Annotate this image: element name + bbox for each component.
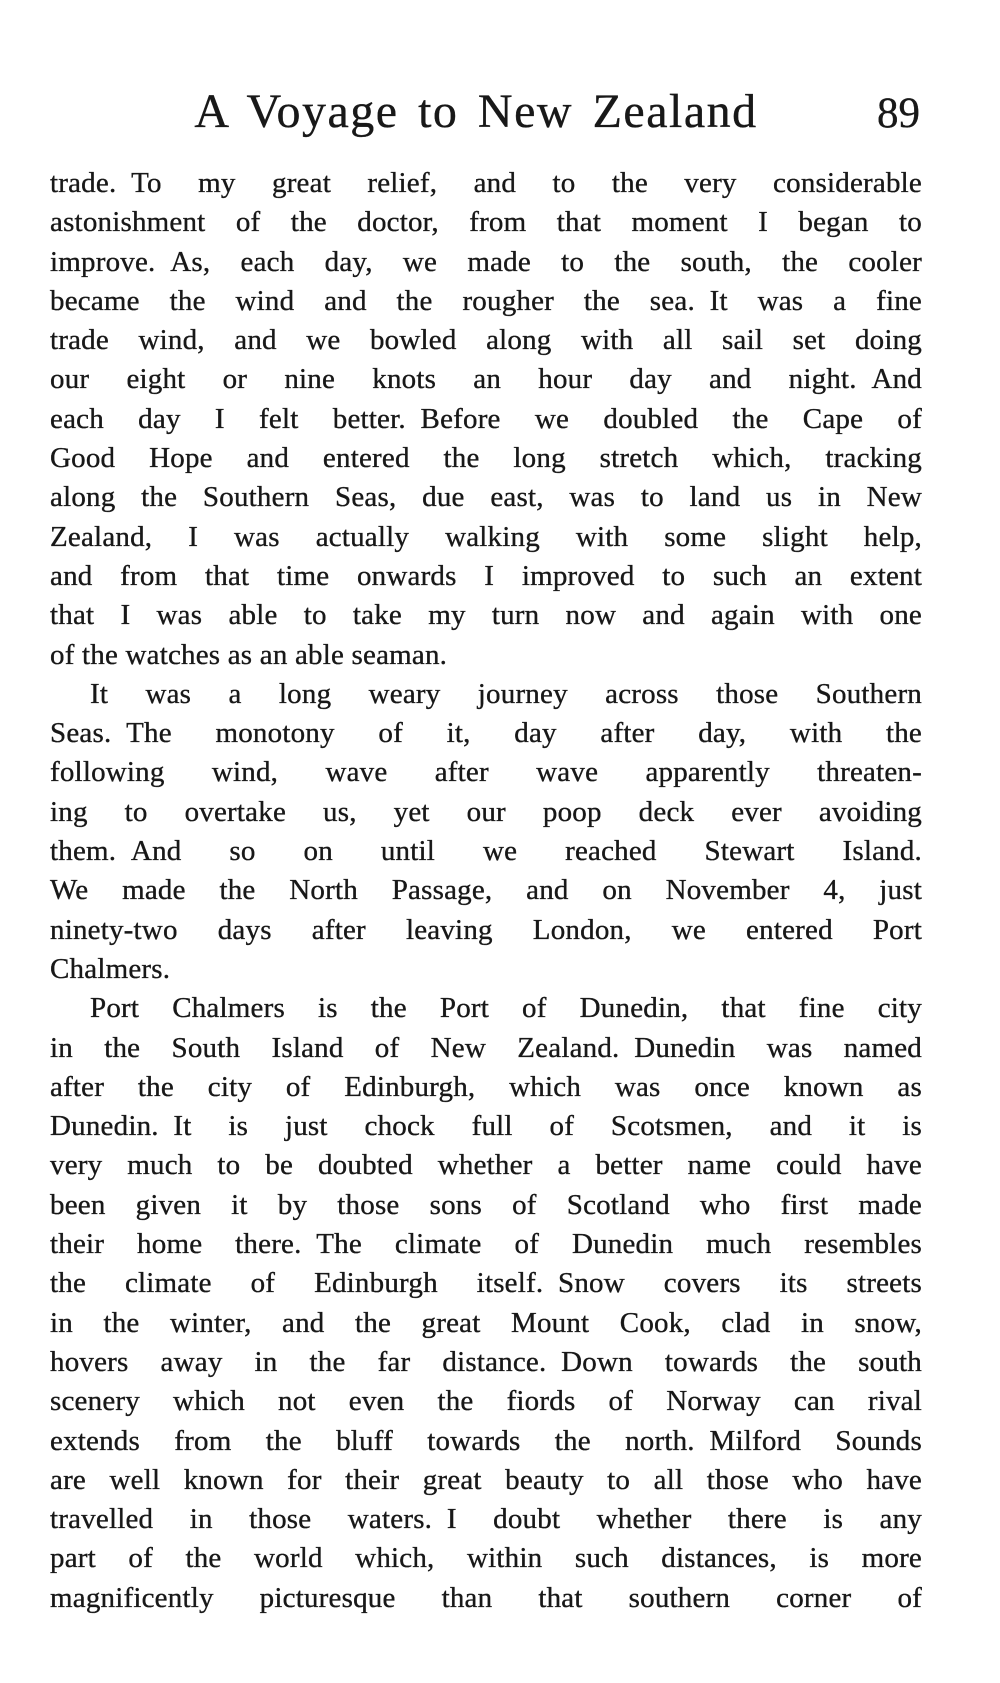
- text-line: extends from the bluff towards the north. Milford Sounds: [50, 1424, 922, 1457]
- paragraph: [50, 164, 922, 675]
- text-line: It was a long weary journey across those Southern: [90, 677, 922, 710]
- text-line: improve. As, each day, we made to the south, the cooler: [50, 245, 922, 278]
- text-line: Good Hope and entered the long stretch which, tracking: [50, 442, 922, 475]
- text-line: hovers away in the far distance. Down towards the south: [50, 1345, 922, 1378]
- paragraph: [50, 675, 922, 989]
- paragraph: [50, 989, 922, 1618]
- text-line: in the South Island of New Zealand. Dunedin was named: [50, 1031, 922, 1064]
- text-line: each day I felt better. Before we doubled the Cape of: [50, 402, 922, 435]
- text-line: along the Southern Seas, due east, was to land us in New: [50, 481, 922, 514]
- text-line: ing to overtake us, yet our poop deck ever avoiding: [50, 795, 922, 828]
- text-line: them. And so on until we reached Stewart Island.: [50, 835, 922, 868]
- text-line: trade wind, and we bowled along with all sail set doing: [50, 324, 922, 357]
- text-line: Zealand, I was actually walking with some slight help,: [50, 520, 922, 553]
- text-line: our eight or nine knots an hour day and night. And: [50, 363, 922, 396]
- text-line: are well known for their great beauty to all those who have: [50, 1463, 922, 1496]
- running-title: A Voyage to New Zealand: [194, 85, 758, 138]
- page-header: [50, 85, 922, 148]
- text-line: became the wind and the rougher the sea. It was a fine: [50, 284, 922, 317]
- text-line: their home there. The climate of Dunedin much resembles: [50, 1228, 922, 1261]
- text-line: Dunedin. It is just chock full of Scotsmen, and it is: [50, 1110, 922, 1143]
- text-line: very much to be doubted whether a better name could have: [50, 1149, 922, 1182]
- text-line: Port Chalmers is the Port of Dunedin, that fine city: [90, 992, 922, 1025]
- text-line: after the city of Edinburgh, which was once known as: [50, 1070, 922, 1103]
- text-line: part of the world which, within such distances, is more: [50, 1542, 922, 1575]
- text-line: scenery which not even the fiords of Norway can rival: [50, 1385, 922, 1418]
- text-line: ninety-two days after leaving London, we entered Port: [50, 913, 922, 946]
- text-line: travelled in those waters. I doubt whether there is any: [50, 1503, 922, 1536]
- text-line: that I was able to take my turn now and again with one: [50, 599, 922, 632]
- text-line: been given it by those sons of Scotland who first made: [50, 1188, 922, 1221]
- page-number: 89: [877, 90, 920, 137]
- text-line: following wind, wave after wave apparently threaten-: [50, 756, 922, 789]
- text-line: and from that time onwards I improved to such an extent: [50, 559, 922, 592]
- body-text: [50, 164, 922, 1618]
- text-line: magnificently picturesque than that southern corner of: [50, 1581, 922, 1614]
- text-line: We made the North Passage, and on November 4, just: [50, 874, 922, 907]
- text-line: of the watches as an able seaman.: [50, 638, 448, 671]
- text-line: Seas. The monotony of it, day after day, with the: [50, 717, 922, 750]
- text-line: trade. To my great relief, and to the very considerable: [50, 167, 922, 199]
- text-line: astonishment of the doctor, from that moment I began to: [50, 206, 922, 239]
- text-line: the climate of Edinburgh itself. Snow covers its streets: [50, 1267, 922, 1300]
- text-line: Chalmers.: [50, 952, 171, 985]
- text-line: in the winter, and the great Mount Cook, clad in snow,: [50, 1306, 922, 1339]
